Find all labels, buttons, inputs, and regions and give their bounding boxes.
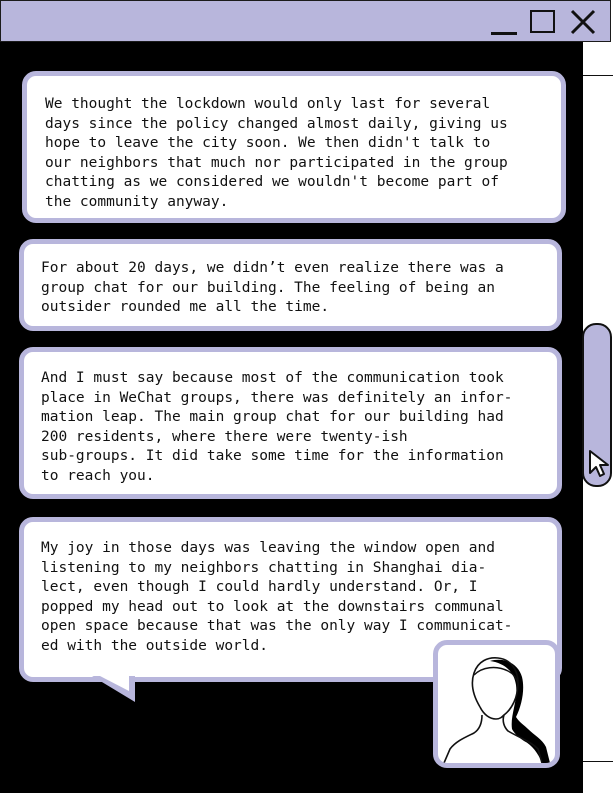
message-text: For about 20 days, we didn’t even realize there was a group chat for our building. The feeling of being an outsider rounded me all the time. xyxy=(41,260,504,316)
close-icon[interactable] xyxy=(569,8,597,36)
minimize-icon[interactable] xyxy=(491,32,517,35)
divider xyxy=(583,761,613,762)
message-text: We thought the lockdown would only last for several days since the policy changed almost daily, giving us hope to leave the city soon. We then didn't talk to our neighbors that much nor participated in the group chatting as we considered we wouldn't become part of the community anyway. xyxy=(45,96,508,210)
person-avatar-icon xyxy=(438,645,555,763)
divider xyxy=(583,75,613,76)
speech-bubble-tail xyxy=(90,676,138,704)
avatar xyxy=(433,640,560,768)
maximize-icon[interactable] xyxy=(530,10,555,33)
cursor-arrow-icon xyxy=(588,449,612,479)
message-text: My joy in those days was leaving the window open and listening to my neighbors chatting in Shanghai dia- lect, even though I could hardly understand. Or, I popped my head out to look at the downstairs communal open space because that was the only way I communicat- ed with the outside world. xyxy=(41,540,513,654)
title-bar xyxy=(0,0,611,42)
message-bubble xyxy=(19,347,562,499)
message-text: And I must say because most of the communication took place in WeChat groups, there was definitely an infor- mation leap. The main group chat for our building had 200 residents, where there were twenty-ish sub-groups. It did take some time for the information to reach you. xyxy=(41,370,513,484)
message-bubble xyxy=(22,71,566,223)
message-bubble xyxy=(19,239,562,331)
